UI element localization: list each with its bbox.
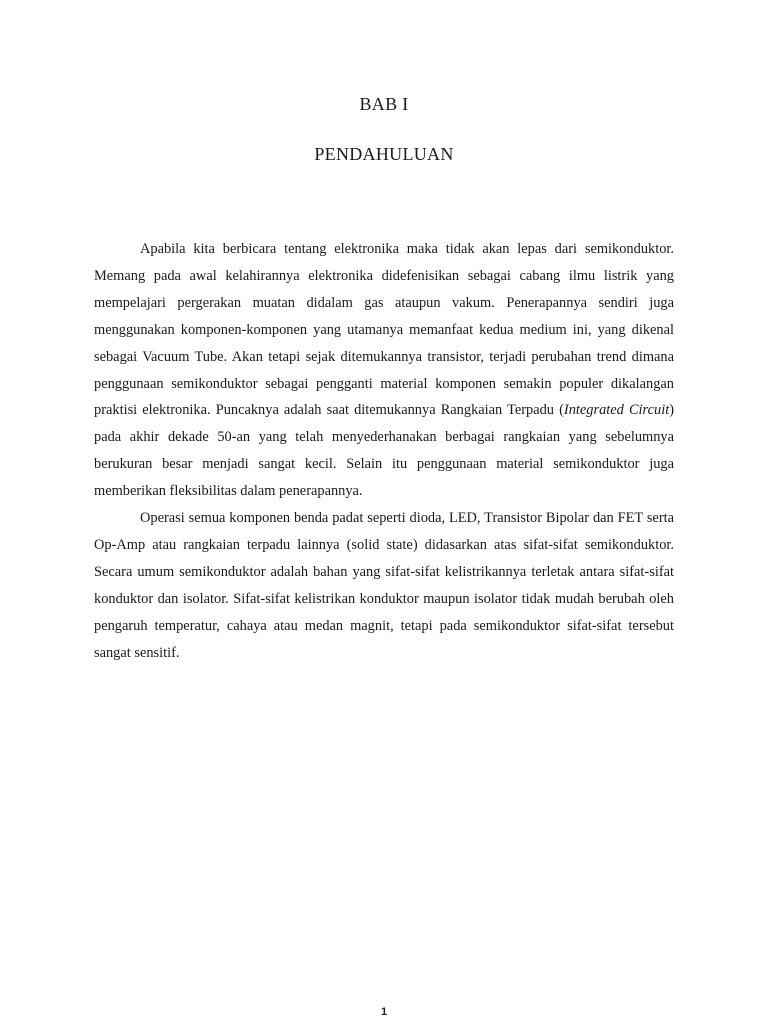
- chapter-title: PENDAHULUAN: [314, 144, 454, 164]
- paragraph-1: [94, 236, 674, 505]
- paragraph-2: Operasi semua komponen benda padat seperti dioda, LED, Transistor Bipolar dan FET serta Op-Amp atau rangkaian terpadu lainnya (solid state) didasarkan atas sifat-sifat semikonduktor. Secara umum semikonduktor adalah bahan yang sifat-sifat kelistrikannya terletak antara sifat-sifat konduktor dan isolator. Sifat-sifat kelistrikan konduktor maupun isolator tidak mudah berubah oleh pengaruh temperatur, cahaya atau medan magnit, tetapi pada semikonduktor sifat-sifat tersebut sangat sensitif.: [94, 510, 674, 661]
- page-number: 1: [380, 1006, 388, 1018]
- chapter-label: BAB I: [359, 94, 409, 114]
- paragraph-1-text-end: ) pada akhir dekade 50-an yang telah menyederhanakan berbagai rangkaian yang sebelumnya berukuran besar menjadi sangat kecil. Selain itu penggunaan material semikonduktor juga memberikan fleksibilitas dalam penerapannya.: [94, 402, 674, 500]
- paragraph-1-text-start: Apabila kita berbicara tentang elektronika maka tidak akan lepas dari semikonduktor. Memang pada awal kelahirannya elektronika didefenisikan sebagai cabang ilmu listrik yang mempelajari pergerakan muatan didalam gas ataupun vakum. Penerapannya sendiri juga menggunakan komponen-komponen yang utamanya memanfaat kedua medium ini, yang dikenal sebagai Vacuum Tube. Akan tetapi sejak ditemukannya transistor, terjadi perubahan trend dimana penggunaan semikonduktor sebagai pengganti material komponen semakin populer dikalangan praktisi elektronika. Puncaknya adalah saat ditemukannya Rangkaian Terpadu (: [94, 241, 674, 419]
- paragraph-1-italic-term: Integrated Circuit: [563, 402, 670, 419]
- body-text: [94, 236, 674, 667]
